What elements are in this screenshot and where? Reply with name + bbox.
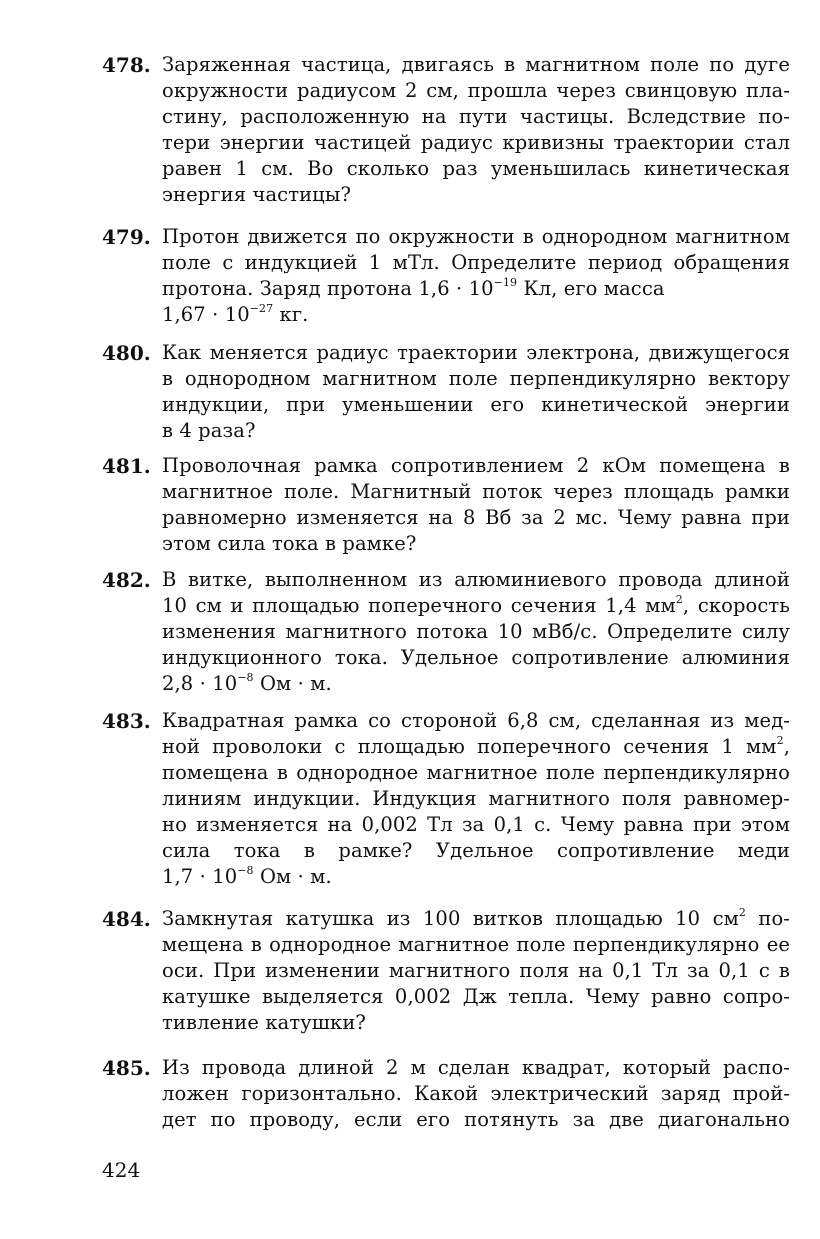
text-fragment: Ом · м. [253,672,332,695]
text-fragment: Ом · м. [253,865,332,888]
problem-number: 480. [102,341,151,365]
exponent: −27 [249,302,274,315]
text-line: линиям индукции. Индукция магнитного поля равномер- [162,787,790,810]
text-fragment: 10 см и площадью поперечного сечения 1,4 мм [162,594,676,617]
text-line: помещена в однородное магнитное поле перпендикулярно [162,761,790,784]
problem-number: 481. [102,454,151,478]
text-line [162,734,790,760]
text-line [162,593,790,619]
text-line: индукции, при уменьшении его кинетической энергии [162,393,790,416]
text-fragment: 2,8 · 10 [162,672,238,695]
text-line: магнитное поле. Магнитный поток через площадь рамки [162,480,790,503]
exponent: 2 [776,734,784,747]
text-fragment: , скорость [682,594,791,617]
text-fragment: , [783,735,790,758]
problem-text [162,453,790,557]
problem-text [162,567,790,697]
text-line: тери энергии частицей радиус кривизны траектории стал [162,131,790,154]
text-line: ложен горизонтально. Какой электрический заряд прой- [162,1082,790,1105]
text-line: В витке, выполненном из алюминиевого провода длиной [162,568,790,591]
text-line: оси. При изменении магнитного поля на 0,1 Тл за 0,1 с в [162,959,790,982]
text-line: изменения магнитного потока 10 мВб/с. Определите силу [162,620,790,643]
text-line: индукционного тока. Удельное сопротивление алюминия [162,646,790,669]
text-line: Из провода длиной 2 м сделан квадрат, который распо- [162,1056,790,1079]
problem-text [162,708,790,890]
text-line: в 4 раза? [162,419,256,442]
text-line [162,302,790,328]
text-line: Как меняется радиус траектории электрона, движущегося [162,341,790,364]
text-line [162,906,790,932]
problem-number: 479. [102,225,151,249]
text-line: поле с индукцией 1 мТл. Определите период обращения [162,251,790,274]
exponent: −19 [493,276,518,289]
problem-text [162,1055,790,1133]
text-fragment: 1,7 · 10 [162,865,238,888]
text-fragment: 1,67 · 10 [162,303,250,326]
exponent: −8 [237,864,254,877]
problem-text [162,340,790,444]
exponent: −8 [237,671,254,684]
problem-text [162,224,790,328]
problem-number: 485. [102,1056,151,1080]
problem-number: 478. [102,53,151,77]
exponent: 2 [675,593,683,606]
text-line: Заряженная частица, двигаясь в магнитном поле по дуге [162,53,790,76]
text-line: стину, расположенную на пути частицы. Вследствие по- [162,105,790,128]
text-fragment: ной проволоки с площадью поперечного сечения 1 мм [162,735,777,758]
page-number: 424 [102,1158,141,1182]
text-line: этом сила тока в рамке? [162,532,417,555]
text-line: Протон движется по окружности в однородном магнитном [162,225,790,248]
text-fragment: протона. Заряд протона 1,6 · 10 [162,277,494,300]
text-line: мещена в однородное магнитное поле перпендикулярно ее [162,933,790,956]
text-line: равен 1 см. Во сколько раз уменьшилась кинетическая [162,157,790,180]
text-fragment: по- [745,907,790,930]
exponent: 2 [738,906,746,919]
text-line: дет по проводу, если его потянуть за две диагонально [162,1108,790,1131]
text-line [162,276,790,302]
problem-text [162,906,790,1036]
text-line: тивление катушки? [162,1011,366,1034]
text-line: окружности радиусом 2 см, прошла через свинцовую пла- [162,79,790,102]
problem-number: 482. [102,568,151,592]
text-line: сила тока в рамке? Удельное сопротивление меди [162,839,790,862]
text-line: Квадратная рамка со стороной 6,8 см, сделанная из мед- [162,709,790,732]
text-line: в однородном магнитном поле перпендикулярно вектору [162,367,790,390]
text-line: Проволочная рамка сопротивлением 2 кОм помещена в [162,454,790,477]
problem-text [162,52,790,208]
text-line: энергия частицы? [162,183,351,206]
text-line [162,671,790,697]
text-fragment: кг. [273,303,309,326]
text-line [162,864,790,890]
text-fragment: Кл, его масса [517,277,665,300]
problem-number: 483. [102,709,151,733]
problem-number: 484. [102,907,151,931]
text-line: но изменяется на 0,002 Тл за 0,1 с. Чему равна при этом [162,813,790,836]
text-line: равномерно изменяется на 8 Вб за 2 мс. Чему равна при [162,506,790,529]
text-fragment: Замкнутая катушка из 100 витков площадью 10 см [162,907,739,930]
text-line: катушке выделяется 0,002 Дж тепла. Чему равно сопро- [162,985,790,1008]
